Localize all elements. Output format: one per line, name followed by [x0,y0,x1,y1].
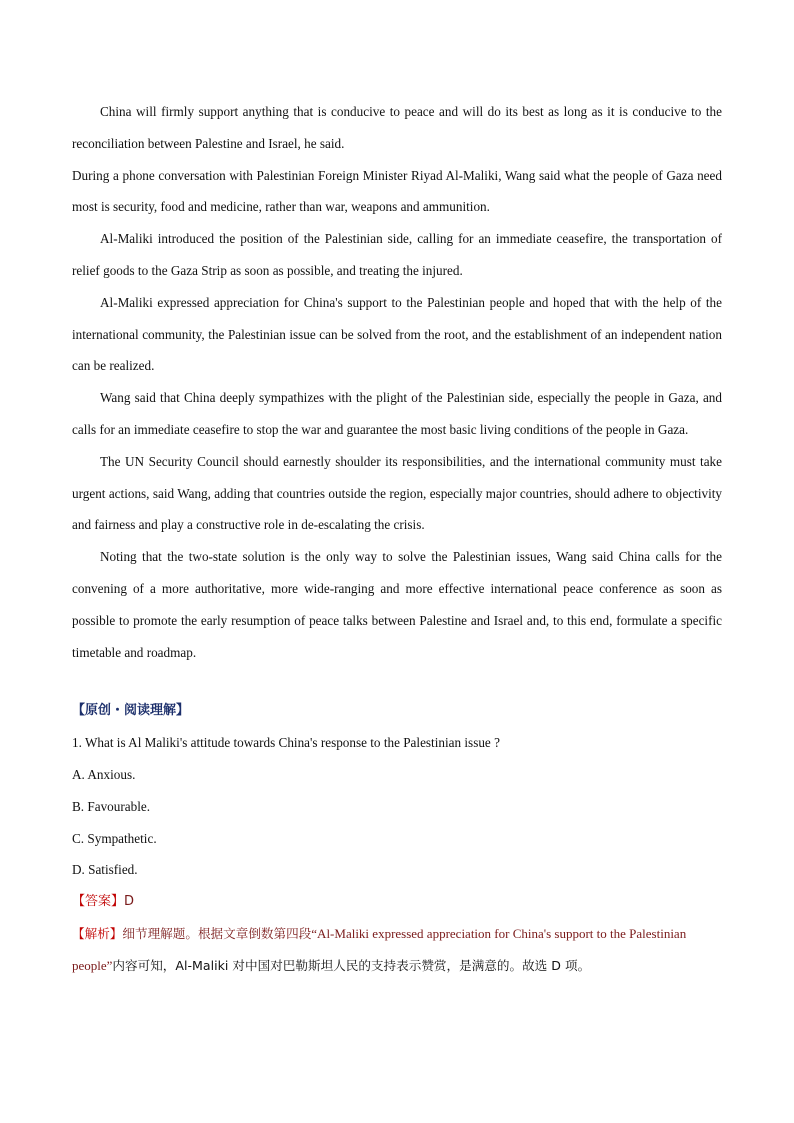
passage-paragraph-6: The UN Security Council should earnestly shoulder its responsibilities, and the international community must take urgent actions, said Wang, adding that countries outside the region, especially major countries, should adhere to objectivity and fairness and play a constructive role in de-escalating the crisis. [72,453,722,533]
option-c: C. Sympathetic. [72,830,157,846]
answer-label: 【答案】 [72,894,125,910]
section-spacer [72,668,722,695]
option-a: A. Anxious. [72,766,136,782]
option-d: D. Satisfied. [72,862,138,878]
answer-value: D [124,894,135,910]
page-content [72,96,722,982]
question-text: 1. What is Al Maliki's attitude towards China's response to the Palestinian issue ? [72,735,500,751]
analysis-label: 【解析】 [72,925,123,941]
analysis-paragraph [72,918,722,982]
passage-paragraph-4: Al-Maliki expressed appreciation for China's support to the Palestinian people and hoped that with the help of the international community, the Palestinian issue can be solved from the root, and the establishment of an independent nation can be realized. [72,294,722,374]
analysis-intro: 细节理解题。根据文章倒数第四段 [122,925,312,941]
passage-paragraph-7: Noting that the two-state solution is the only way to solve the Palestinian issues, Wang said China calls for the convening of a more authoritative, more wide-ranging and more effective international peace conference as soon as possible to promote the early resumption of peace talks between Palestine and Israel and, to this end, formulate a specific timetable and roadmap. [72,549,722,660]
passage-paragraph-3: Al-Maliki introduced the position of the Palestinian side, calling for an immediate ceasefire, the transportation of relief goods to the Gaza Strip as soon as possible, and treating the injured. [72,231,722,278]
passage-paragraph-5: Wang said that China deeply sympathizes with the plight of the Palestinian side, especially the people in Gaza, and calls for an immediate ceasefire to stop the war and guarantee the most basic living conditions of the people in Gaza. [72,390,722,437]
analysis-quote: “Al-Maliki expressed appreciation for China's support to the Palestinian people” [72,925,687,973]
passage-paragraph-2: During a phone conversation with Palestinian Foreign Minister Riyad Al-Maliki, Wang said what the people of Gaza need most is security, food and medicine, rather than war, weapons and ammunition. [72,167,722,215]
option-b: B. Favourable. [72,798,151,814]
passage-paragraph-1: China will firmly support anything that is conducive to peace and will do its best as long as it is conducive to the reconciliation between Palestine and Israel, he said. [72,104,722,151]
exercise-heading: 【原创・阅读理解】 [72,703,190,719]
answer-line [72,886,722,918]
analysis-rest: 内容可知，Al-Maliki 对中国对巴勒斯坦人民的支持表示赞赏，是满意的。故选 D 项。 [112,957,591,973]
